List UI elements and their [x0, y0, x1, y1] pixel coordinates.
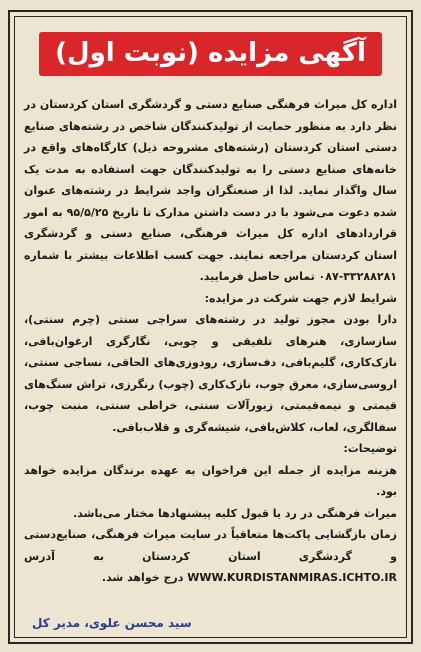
- notice-frame: [8, 10, 413, 644]
- note-opening: زمان بازگشایی پاکت‌ها متعاقباً در سایت میراث فرهنگی، صنایع‌دستی و گردشگری استان کردستان به آدرس WWW.KURDISTANMIRAS.ICHTO.IR درج خواهد شد.: [24, 528, 397, 584]
- note-cost: هزینه مزایده از جمله این فراخوان به عهده برندگان مزایده خواهد بود.: [24, 463, 397, 498]
- notes-heading: توضیحات:: [343, 442, 397, 455]
- conditions-paragraph: دارا بودن مجوز تولید در رشته‌های سراجی سنتی (چرم سنتی)، سازسازی، هنرهای تلفیقی و چوبی، نگارگری ارغوان‌بافی، نازک‌کاری، گلیم‌بافی، دف‌سازی، رودوزی‌های الحاقی، نساجی سنتی، اروسی‌سازی، معرق چوب، نازک‌کاری (چوب) رنگرزی، تراش سنگ‌های قیمتی و نیمه‌قیمتی، زیورآلات سنتی، خراطی سنتی، منبت چوب، سفالگری، لعاب، کلاش‌بافی، شیشه‌گری و قلاب‌بافی.: [24, 313, 397, 434]
- note-rights: میراث فرهنگی در رد یا قبول کلیه پیشنهادها مختار می‌باشد.: [73, 506, 397, 520]
- intro-paragraph: اداره کل میراث فرهنگی صنایع دستی و گردشگری استان کردستان در نظر دارد به منظور حمایت از تولیدکنندگان شاخص در رشته‌های صنایع دستی استان کردستان (رشته‌های مشروحه ذیل) کارگاه‌های واقع در خانه‌های صنایع دستی را به تولیدکنندگان جهت استفاده به مدت یک سال واگذار نماید. لذا از صنعتگران واجد شرایط در رشته‌های عنوان شده دعوت می‌شود با در دست داشتن مدارک تا تاریخ ۹۵/۵/۲۵ به امور قراردادهای اداره کل میراث فرهنگی، صنایع دستی و گردشگری استان کردستان مراجعه نمایند. جهت کسب اطلاعات بیشتر با شماره ۳۳۲۸۸۲۸۱-۰۸۷ تماس حاصل فرمایید.: [24, 98, 398, 283]
- signature: سید محسن علوی، مدیر کل: [32, 616, 192, 630]
- notice-body: [24, 94, 397, 589]
- title-container: [10, 32, 411, 76]
- conditions-heading: شرایط لازم جهت شرکت در مزایده:: [204, 291, 397, 305]
- notice-title: آگهی مزایده (نوبت اول): [39, 32, 382, 76]
